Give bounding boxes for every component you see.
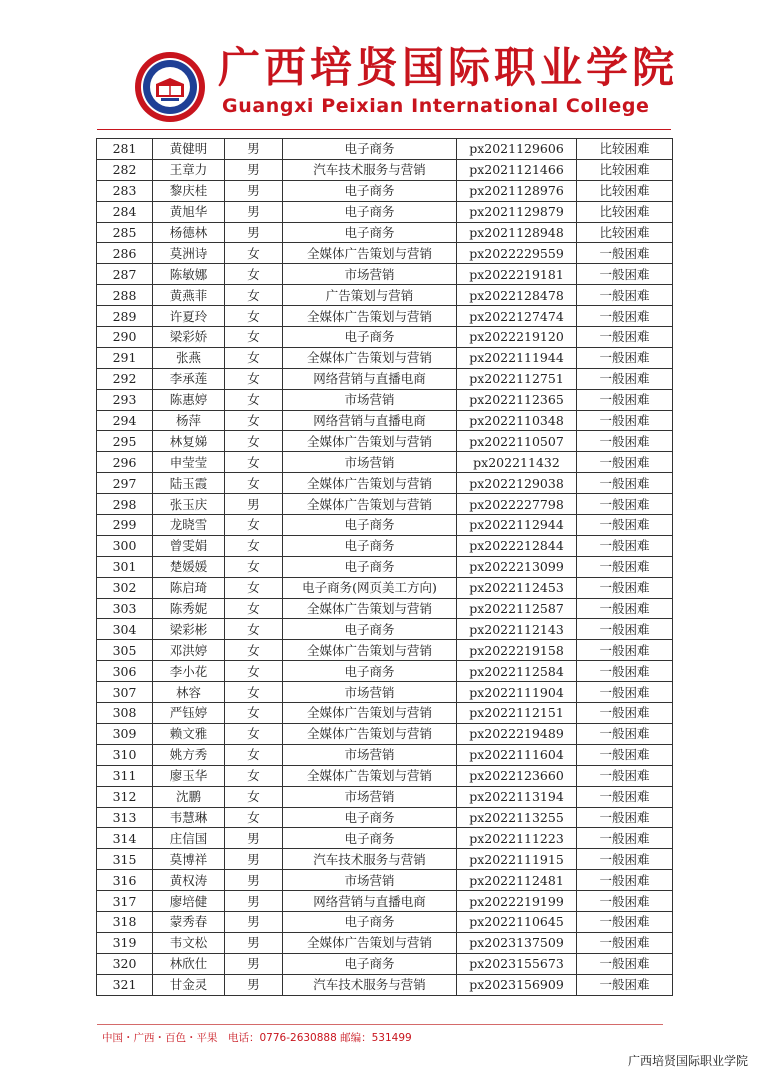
cell-gender: 女 bbox=[225, 619, 283, 640]
cell-number: 291 bbox=[97, 347, 153, 368]
cell-major: 市场营销 bbox=[283, 389, 457, 410]
cell-gender: 女 bbox=[225, 306, 283, 327]
cell-major: 市场营销 bbox=[283, 682, 457, 703]
cell-difficulty: 一般困难 bbox=[577, 327, 673, 348]
cell-major: 电子商务 bbox=[283, 661, 457, 682]
footer-divider bbox=[97, 1024, 663, 1025]
roster-body bbox=[97, 139, 673, 996]
cell-number: 316 bbox=[97, 870, 153, 891]
cell-student-id: px2022112481 bbox=[457, 870, 577, 891]
table-row bbox=[97, 849, 673, 870]
table-row bbox=[97, 431, 673, 452]
cell-gender: 女 bbox=[225, 389, 283, 410]
cell-major: 电子商务 bbox=[283, 619, 457, 640]
cell-major: 全媒体广告策划与营销 bbox=[283, 347, 457, 368]
cell-name: 李承莲 bbox=[153, 368, 225, 389]
cell-gender: 女 bbox=[225, 723, 283, 744]
student-roster-table bbox=[96, 138, 673, 996]
cell-student-id: px2021128976 bbox=[457, 180, 577, 201]
cell-name: 陈惠婷 bbox=[153, 389, 225, 410]
cell-difficulty: 一般困难 bbox=[577, 974, 673, 995]
cell-major: 广告策划与营销 bbox=[283, 285, 457, 306]
cell-name: 梁彩娇 bbox=[153, 327, 225, 348]
cell-gender: 女 bbox=[225, 285, 283, 306]
table-row bbox=[97, 974, 673, 995]
cell-name: 莫博祥 bbox=[153, 849, 225, 870]
table-row bbox=[97, 891, 673, 912]
cell-number: 308 bbox=[97, 703, 153, 724]
cell-number: 319 bbox=[97, 932, 153, 953]
cell-difficulty: 一般困难 bbox=[577, 473, 673, 494]
cell-major: 电子商务 bbox=[283, 828, 457, 849]
table-row bbox=[97, 556, 673, 577]
cell-gender: 女 bbox=[225, 661, 283, 682]
cell-gender: 男 bbox=[225, 932, 283, 953]
cell-gender: 女 bbox=[225, 452, 283, 473]
cell-major: 全媒体广告策划与营销 bbox=[283, 703, 457, 724]
table-row bbox=[97, 786, 673, 807]
cell-name: 廖培健 bbox=[153, 891, 225, 912]
cell-number: 300 bbox=[97, 535, 153, 556]
cell-number: 298 bbox=[97, 494, 153, 515]
cell-major: 电子商务 bbox=[283, 180, 457, 201]
cell-student-id: px2022112944 bbox=[457, 515, 577, 536]
table-row bbox=[97, 932, 673, 953]
cell-number: 303 bbox=[97, 598, 153, 619]
table-row bbox=[97, 410, 673, 431]
header-divider bbox=[97, 129, 671, 130]
cell-number: 313 bbox=[97, 807, 153, 828]
table-row bbox=[97, 577, 673, 598]
table-row bbox=[97, 723, 673, 744]
cell-difficulty: 一般困难 bbox=[577, 577, 673, 598]
cell-name: 严钰婷 bbox=[153, 703, 225, 724]
cell-difficulty: 一般困难 bbox=[577, 640, 673, 661]
cell-name: 许夏玲 bbox=[153, 306, 225, 327]
cell-gender: 女 bbox=[225, 577, 283, 598]
cell-major: 市场营销 bbox=[283, 870, 457, 891]
cell-student-id: px2021129606 bbox=[457, 139, 577, 160]
cell-name: 陈启琦 bbox=[153, 577, 225, 598]
cell-name: 杨萍 bbox=[153, 410, 225, 431]
cell-student-id: px2022112587 bbox=[457, 598, 577, 619]
cell-student-id: px2022219489 bbox=[457, 723, 577, 744]
cell-name: 庄信国 bbox=[153, 828, 225, 849]
cell-major: 全媒体广告策划与营销 bbox=[283, 765, 457, 786]
cell-number: 306 bbox=[97, 661, 153, 682]
table-row bbox=[97, 222, 673, 243]
cell-gender: 男 bbox=[225, 494, 283, 515]
cell-number: 283 bbox=[97, 180, 153, 201]
cell-major: 市场营销 bbox=[283, 744, 457, 765]
table-row bbox=[97, 744, 673, 765]
cell-student-id: px2022219181 bbox=[457, 264, 577, 285]
cell-difficulty: 一般困难 bbox=[577, 870, 673, 891]
table-row bbox=[97, 598, 673, 619]
cell-difficulty: 一般困难 bbox=[577, 911, 673, 932]
cell-number: 320 bbox=[97, 953, 153, 974]
cell-difficulty: 一般困难 bbox=[577, 347, 673, 368]
cell-number: 284 bbox=[97, 201, 153, 222]
cell-difficulty: 一般困难 bbox=[577, 243, 673, 264]
cell-gender: 女 bbox=[225, 682, 283, 703]
cell-student-id: px2022112365 bbox=[457, 389, 577, 410]
cell-gender: 男 bbox=[225, 849, 283, 870]
table-row bbox=[97, 515, 673, 536]
cell-major: 市场营销 bbox=[283, 452, 457, 473]
cell-name: 龙晓雪 bbox=[153, 515, 225, 536]
cell-difficulty: 一般困难 bbox=[577, 891, 673, 912]
table-row bbox=[97, 285, 673, 306]
cell-name: 黎庆桂 bbox=[153, 180, 225, 201]
cell-major: 全媒体广告策划与营销 bbox=[283, 932, 457, 953]
cell-gender: 女 bbox=[225, 640, 283, 661]
cell-student-id: px2022129038 bbox=[457, 473, 577, 494]
cell-major: 汽车技术服务与营销 bbox=[283, 974, 457, 995]
letterhead bbox=[0, 0, 764, 136]
cell-number: 321 bbox=[97, 974, 153, 995]
table-row bbox=[97, 953, 673, 974]
cell-number: 287 bbox=[97, 264, 153, 285]
cell-name: 廖玉华 bbox=[153, 765, 225, 786]
cell-difficulty: 一般困难 bbox=[577, 389, 673, 410]
cell-difficulty: 一般困难 bbox=[577, 723, 673, 744]
table-row bbox=[97, 180, 673, 201]
cell-student-id: px2021121466 bbox=[457, 159, 577, 180]
cell-difficulty: 一般困难 bbox=[577, 786, 673, 807]
table-row bbox=[97, 368, 673, 389]
cell-difficulty: 一般困难 bbox=[577, 953, 673, 974]
cell-student-id: px2022112584 bbox=[457, 661, 577, 682]
cell-major: 电子商务 bbox=[283, 911, 457, 932]
table-row bbox=[97, 703, 673, 724]
cell-name: 莫洲诗 bbox=[153, 243, 225, 264]
cell-difficulty: 一般困难 bbox=[577, 494, 673, 515]
footer-signature: 广西培贤国际职业学院 bbox=[627, 1054, 748, 1068]
cell-number: 289 bbox=[97, 306, 153, 327]
cell-difficulty: 一般困难 bbox=[577, 661, 673, 682]
cell-gender: 女 bbox=[225, 473, 283, 494]
cell-name: 黄权涛 bbox=[153, 870, 225, 891]
cell-student-id: px2022111944 bbox=[457, 347, 577, 368]
cell-difficulty: 一般困难 bbox=[577, 431, 673, 452]
cell-number: 295 bbox=[97, 431, 153, 452]
cell-name: 林复娣 bbox=[153, 431, 225, 452]
cell-difficulty: 一般困难 bbox=[577, 619, 673, 640]
cell-difficulty: 一般困难 bbox=[577, 807, 673, 828]
cell-name: 陈秀妮 bbox=[153, 598, 225, 619]
cell-student-id: px2022112751 bbox=[457, 368, 577, 389]
cell-major: 电子商务 bbox=[283, 327, 457, 348]
cell-student-id: px2022113255 bbox=[457, 807, 577, 828]
table-row bbox=[97, 870, 673, 891]
cell-student-id: px2021129879 bbox=[457, 201, 577, 222]
cell-number: 282 bbox=[97, 159, 153, 180]
cell-major: 全媒体广告策划与营销 bbox=[283, 431, 457, 452]
cell-major: 全媒体广告策划与营销 bbox=[283, 473, 457, 494]
cell-difficulty: 比较困难 bbox=[577, 139, 673, 160]
cell-name: 黄燕菲 bbox=[153, 285, 225, 306]
cell-name: 王章力 bbox=[153, 159, 225, 180]
cell-major: 电子商务(网页美工方向) bbox=[283, 577, 457, 598]
cell-difficulty: 一般困难 bbox=[577, 598, 673, 619]
cell-name: 杨德林 bbox=[153, 222, 225, 243]
table-row bbox=[97, 159, 673, 180]
cell-number: 288 bbox=[97, 285, 153, 306]
cell-name: 赖文雅 bbox=[153, 723, 225, 744]
cell-major: 全媒体广告策划与营销 bbox=[283, 640, 457, 661]
cell-gender: 男 bbox=[225, 180, 283, 201]
cell-student-id: px2022111223 bbox=[457, 828, 577, 849]
table-row bbox=[97, 243, 673, 264]
cell-student-id: px2023155673 bbox=[457, 953, 577, 974]
cell-student-id: px2022227798 bbox=[457, 494, 577, 515]
cell-number: 292 bbox=[97, 368, 153, 389]
table-row bbox=[97, 494, 673, 515]
cell-number: 294 bbox=[97, 410, 153, 431]
cell-gender: 女 bbox=[225, 535, 283, 556]
cell-difficulty: 一般困难 bbox=[577, 515, 673, 536]
table-row bbox=[97, 661, 673, 682]
cell-gender: 女 bbox=[225, 515, 283, 536]
cell-student-id: px2022127474 bbox=[457, 306, 577, 327]
cell-major: 电子商务 bbox=[283, 515, 457, 536]
cell-gender: 男 bbox=[225, 159, 283, 180]
cell-major: 网络营销与直播电商 bbox=[283, 891, 457, 912]
table-row bbox=[97, 682, 673, 703]
cell-name: 曾雯娟 bbox=[153, 535, 225, 556]
cell-number: 301 bbox=[97, 556, 153, 577]
table-row bbox=[97, 201, 673, 222]
cell-difficulty: 一般困难 bbox=[577, 368, 673, 389]
table-row bbox=[97, 264, 673, 285]
cell-major: 电子商务 bbox=[283, 201, 457, 222]
cell-major: 汽车技术服务与营销 bbox=[283, 849, 457, 870]
table-row bbox=[97, 535, 673, 556]
cell-number: 304 bbox=[97, 619, 153, 640]
cell-gender: 女 bbox=[225, 431, 283, 452]
college-name-english: Guangxi Peixian International College bbox=[222, 95, 650, 117]
cell-gender: 女 bbox=[225, 327, 283, 348]
cell-difficulty: 一般困难 bbox=[577, 556, 673, 577]
table-row bbox=[97, 765, 673, 786]
cell-number: 317 bbox=[97, 891, 153, 912]
cell-difficulty: 一般困难 bbox=[577, 682, 673, 703]
cell-gender: 女 bbox=[225, 703, 283, 724]
cell-number: 297 bbox=[97, 473, 153, 494]
cell-difficulty: 一般困难 bbox=[577, 452, 673, 473]
cell-student-id: px2022111604 bbox=[457, 744, 577, 765]
cell-major: 网络营销与直播电商 bbox=[283, 368, 457, 389]
cell-difficulty: 一般困难 bbox=[577, 535, 673, 556]
cell-number: 296 bbox=[97, 452, 153, 473]
cell-difficulty: 比较困难 bbox=[577, 222, 673, 243]
cell-name: 甘金灵 bbox=[153, 974, 225, 995]
cell-difficulty: 一般困难 bbox=[577, 703, 673, 724]
college-emblem-logo bbox=[133, 50, 207, 124]
cell-major: 电子商务 bbox=[283, 556, 457, 577]
cell-gender: 男 bbox=[225, 953, 283, 974]
cell-gender: 男 bbox=[225, 974, 283, 995]
cell-gender: 女 bbox=[225, 368, 283, 389]
cell-difficulty: 一般困难 bbox=[577, 410, 673, 431]
cell-major: 全媒体广告策划与营销 bbox=[283, 306, 457, 327]
table-row bbox=[97, 347, 673, 368]
cell-student-id: px2022128478 bbox=[457, 285, 577, 306]
cell-major: 全媒体广告策划与营销 bbox=[283, 723, 457, 744]
cell-difficulty: 一般困难 bbox=[577, 285, 673, 306]
cell-number: 311 bbox=[97, 765, 153, 786]
cell-name: 姚方秀 bbox=[153, 744, 225, 765]
table-row bbox=[97, 473, 673, 494]
cell-difficulty: 比较困难 bbox=[577, 180, 673, 201]
cell-name: 黄健明 bbox=[153, 139, 225, 160]
cell-gender: 女 bbox=[225, 598, 283, 619]
cell-number: 299 bbox=[97, 515, 153, 536]
cell-name: 李小花 bbox=[153, 661, 225, 682]
cell-student-id: px2022123660 bbox=[457, 765, 577, 786]
cell-student-id: px2022213099 bbox=[457, 556, 577, 577]
cell-number: 286 bbox=[97, 243, 153, 264]
cell-number: 293 bbox=[97, 389, 153, 410]
cell-student-id: px2022111904 bbox=[457, 682, 577, 703]
cell-major: 市场营销 bbox=[283, 786, 457, 807]
cell-student-id: px2022110507 bbox=[457, 431, 577, 452]
cell-difficulty: 一般困难 bbox=[577, 744, 673, 765]
cell-number: 312 bbox=[97, 786, 153, 807]
cell-name: 申莹莹 bbox=[153, 452, 225, 473]
cell-student-id: px2022112453 bbox=[457, 577, 577, 598]
cell-gender: 女 bbox=[225, 765, 283, 786]
table-row bbox=[97, 389, 673, 410]
cell-difficulty: 一般困难 bbox=[577, 849, 673, 870]
cell-difficulty: 一般困难 bbox=[577, 765, 673, 786]
cell-gender: 男 bbox=[225, 222, 283, 243]
cell-student-id: px202211432 bbox=[457, 452, 577, 473]
cell-name: 张燕 bbox=[153, 347, 225, 368]
cell-major: 市场营销 bbox=[283, 264, 457, 285]
table-row bbox=[97, 619, 673, 640]
cell-name: 林欣仕 bbox=[153, 953, 225, 974]
cell-major: 网络营销与直播电商 bbox=[283, 410, 457, 431]
cell-name: 黄旭华 bbox=[153, 201, 225, 222]
cell-gender: 男 bbox=[225, 139, 283, 160]
cell-major: 电子商务 bbox=[283, 535, 457, 556]
cell-number: 314 bbox=[97, 828, 153, 849]
cell-name: 韦文松 bbox=[153, 932, 225, 953]
cell-gender: 男 bbox=[225, 828, 283, 849]
cell-major: 电子商务 bbox=[283, 953, 457, 974]
cell-student-id: px2023137509 bbox=[457, 932, 577, 953]
cell-gender: 女 bbox=[225, 744, 283, 765]
cell-gender: 女 bbox=[225, 556, 283, 577]
table-row bbox=[97, 828, 673, 849]
cell-student-id: px2022229559 bbox=[457, 243, 577, 264]
table-row bbox=[97, 640, 673, 661]
cell-student-id: px2023156909 bbox=[457, 974, 577, 995]
cell-name: 韦慧琳 bbox=[153, 807, 225, 828]
cell-number: 290 bbox=[97, 327, 153, 348]
footer-contact-info: 中国・广西・百色・平果 电话：0776-2630888 邮编：531499 bbox=[102, 1032, 412, 1044]
cell-major: 电子商务 bbox=[283, 139, 457, 160]
cell-name: 楚媛媛 bbox=[153, 556, 225, 577]
cell-number: 307 bbox=[97, 682, 153, 703]
cell-major: 全媒体广告策划与营销 bbox=[283, 598, 457, 619]
cell-major: 电子商务 bbox=[283, 222, 457, 243]
cell-student-id: px2022219120 bbox=[457, 327, 577, 348]
cell-major: 全媒体广告策划与营销 bbox=[283, 494, 457, 515]
cell-number: 318 bbox=[97, 911, 153, 932]
table-row bbox=[97, 306, 673, 327]
cell-difficulty: 比较困难 bbox=[577, 159, 673, 180]
cell-student-id: px2022219199 bbox=[457, 891, 577, 912]
cell-student-id: px2022212844 bbox=[457, 535, 577, 556]
cell-gender: 女 bbox=[225, 347, 283, 368]
cell-student-id: px2021128948 bbox=[457, 222, 577, 243]
cell-difficulty: 一般困难 bbox=[577, 932, 673, 953]
cell-difficulty: 一般困难 bbox=[577, 264, 673, 285]
table-row bbox=[97, 807, 673, 828]
cell-number: 310 bbox=[97, 744, 153, 765]
cell-name: 张玉庆 bbox=[153, 494, 225, 515]
cell-student-id: px2022112151 bbox=[457, 703, 577, 724]
cell-student-id: px2022111915 bbox=[457, 849, 577, 870]
cell-student-id: px2022113194 bbox=[457, 786, 577, 807]
cell-student-id: px2022112143 bbox=[457, 619, 577, 640]
cell-student-id: px2022219158 bbox=[457, 640, 577, 661]
cell-difficulty: 一般困难 bbox=[577, 828, 673, 849]
cell-gender: 女 bbox=[225, 264, 283, 285]
cell-difficulty: 比较困难 bbox=[577, 201, 673, 222]
table-row bbox=[97, 327, 673, 348]
cell-name: 邓洪婷 bbox=[153, 640, 225, 661]
cell-major: 电子商务 bbox=[283, 807, 457, 828]
cell-major: 汽车技术服务与营销 bbox=[283, 159, 457, 180]
cell-gender: 男 bbox=[225, 201, 283, 222]
cell-name: 蒙秀春 bbox=[153, 911, 225, 932]
cell-gender: 男 bbox=[225, 891, 283, 912]
cell-number: 285 bbox=[97, 222, 153, 243]
cell-student-id: px2022110645 bbox=[457, 911, 577, 932]
cell-gender: 男 bbox=[225, 870, 283, 891]
cell-number: 281 bbox=[97, 139, 153, 160]
cell-difficulty: 一般困难 bbox=[577, 306, 673, 327]
cell-name: 陆玉霞 bbox=[153, 473, 225, 494]
cell-major: 全媒体广告策划与营销 bbox=[283, 243, 457, 264]
cell-gender: 女 bbox=[225, 243, 283, 264]
cell-gender: 女 bbox=[225, 786, 283, 807]
cell-gender: 女 bbox=[225, 410, 283, 431]
cell-number: 302 bbox=[97, 577, 153, 598]
cell-gender: 女 bbox=[225, 807, 283, 828]
cell-number: 315 bbox=[97, 849, 153, 870]
college-name-chinese: 广西培贤国际职业学院 bbox=[218, 43, 679, 92]
cell-name: 梁彩彬 bbox=[153, 619, 225, 640]
cell-name: 林容 bbox=[153, 682, 225, 703]
table-row bbox=[97, 911, 673, 932]
cell-gender: 男 bbox=[225, 911, 283, 932]
cell-number: 305 bbox=[97, 640, 153, 661]
cell-name: 陈敏娜 bbox=[153, 264, 225, 285]
cell-student-id: px2022110348 bbox=[457, 410, 577, 431]
cell-name: 沈鹏 bbox=[153, 786, 225, 807]
table-row bbox=[97, 139, 673, 160]
cell-number: 309 bbox=[97, 723, 153, 744]
table-row bbox=[97, 452, 673, 473]
